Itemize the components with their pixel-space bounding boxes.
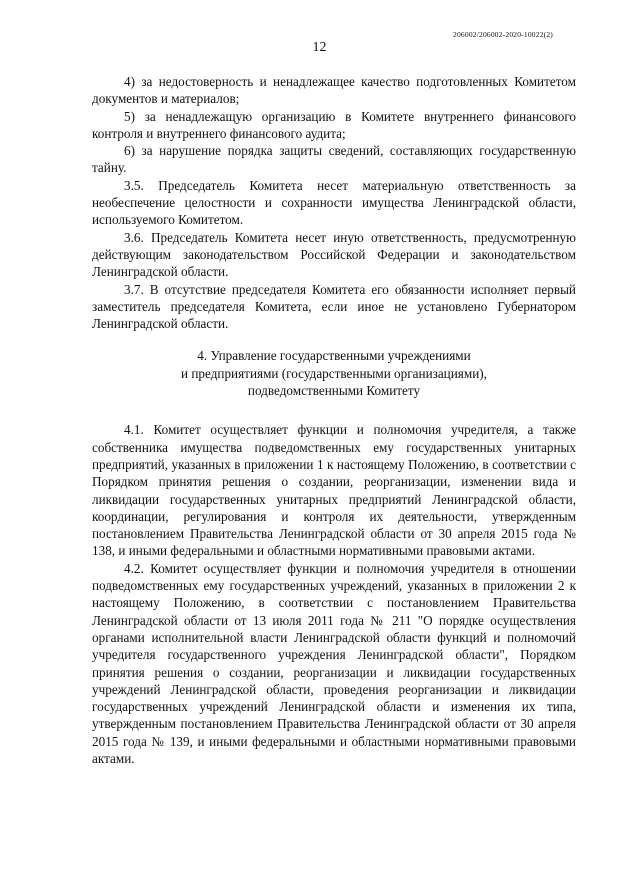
paragraph-4-1: 4.1. Комитет осуществляет функции и полномочия учредителя, а также собственника имущества подведомственных ему государственных унитарных предприятий, указанных в приложении 1 к настоящему Положению, в соответствии с Порядком принятия решения о создании, реорганизации, изменении вида и ликвидации государственных унитарных предприятий Ленинградской области, координации, регулирования и контроля их деятельности, утвержденным постановлением Правительства Ленинградской области от 30 апреля 2015 года № 138, и иными федеральными и областными нормативными правовыми актами.	[92, 422, 576, 559]
paragraph-3-5: 3.5. Председатель Комитета несет материальную ответственность за необеспечение целостности и сохранности имущества Ленинградской области, используемого Комитетом.	[92, 177, 576, 228]
paragraph-item-5: 5) за ненадлежащую организацию в Комитете внутреннего финансового контроля и внутреннего финансового аудита;	[92, 108, 576, 141]
paragraph-3-6: 3.6. Председатель Комитета несет иную ответственность, предусмотренную действующим законодательством Российской Федерации и законодательством Ленинградской области.	[92, 229, 576, 280]
paragraph-item-6: 6) за нарушение порядка защиты сведений, составляющих государственную тайну.	[92, 143, 576, 176]
paragraph-4-2: 4.2. Комитет осуществляет функции и полномочия учредителя в отношении подведомственных ему государственных учреждений, указанных в приложении 2 к настоящему Положению, в соответствии с постановлением Правительства Ленинградской области от 13 июля 2011 года № 211 "О порядке осуществления органами исполнительной власти Ленинградской области функций и полномочий учредителя государственного учреждения Ленинградской области", Порядком принятия решения о создании, реорганизации и ликвидации государственных учреждений Ленинградской области, проведения реорганизации и ликвидации государственных учреждений Ленинградской области и изменения их типа, утвержденным постановлением Правительства Ленинградской области от 30 апреля 2015 года № 139, и иными федеральными и областными нормативными правовыми актами.	[92, 560, 576, 766]
section-heading-line: подведомственными Комитету	[247, 383, 421, 399]
document-body	[92, 73, 576, 767]
document-id: 206002/206002-2020-10022(2)	[453, 30, 553, 39]
page-number: 12	[312, 40, 327, 55]
section-heading-line: и предприятиями (государственными организациями),	[181, 365, 487, 381]
paragraph-item-4: 4) за недостоверность и ненадлежащее качество подготовленных Комитетом документов и материалов;	[92, 74, 576, 107]
section-heading-line: 4. Управление государственными учреждениями	[197, 348, 471, 364]
section-heading	[92, 347, 576, 399]
paragraph-3-7: 3.7. В отсутствие председателя Комитета его обязанности исполняет первый заместитель председателя Комитета, если иное не установлено Губернатором Ленинградской области.	[92, 281, 576, 332]
